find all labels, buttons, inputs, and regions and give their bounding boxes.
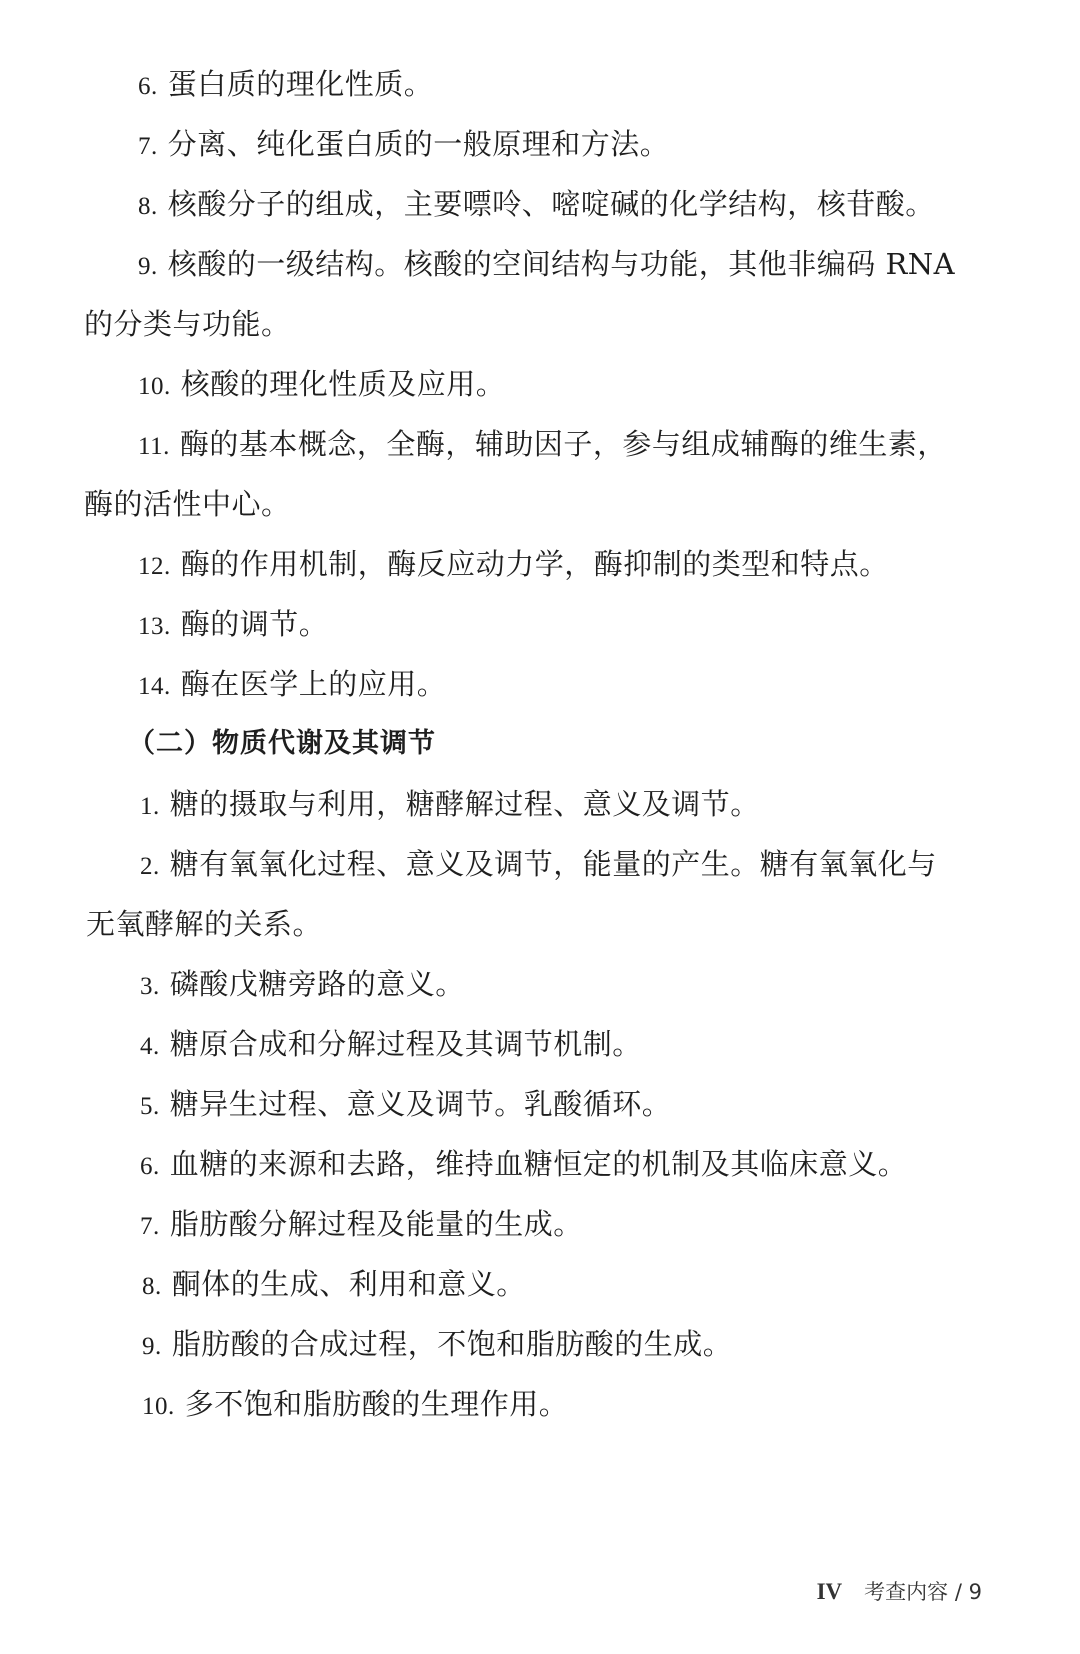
list-item bbox=[140, 964, 1030, 1007]
section-heading: （二）物质代谢及其调节 bbox=[128, 728, 436, 759]
item-number: 13. bbox=[138, 613, 171, 640]
item-number: 5. bbox=[140, 1093, 160, 1120]
item-text: 酶的作用机制，酶反应动力学，酶抑制的类型和特点。 bbox=[180, 547, 889, 581]
item-number: 9. bbox=[138, 253, 158, 280]
list-item bbox=[140, 784, 1030, 827]
item-text: 脂肪酸分解过程及能量的生成。 bbox=[169, 1207, 583, 1241]
item-number: 1. bbox=[140, 793, 160, 820]
list-item bbox=[140, 1024, 1030, 1067]
chapter-numeral: IV bbox=[816, 1579, 843, 1604]
list-item bbox=[138, 244, 1028, 287]
list-item bbox=[140, 844, 1030, 887]
list-item bbox=[138, 604, 1028, 647]
list-item bbox=[140, 1144, 1030, 1187]
page-number: 9 bbox=[968, 1580, 982, 1604]
item-number: 6. bbox=[140, 1153, 160, 1180]
list-item bbox=[138, 64, 1028, 107]
list-item-continuation: 酶的活性中心。 bbox=[84, 487, 291, 521]
list-item-continuation: 无氧酵解的关系。 bbox=[86, 907, 323, 941]
item-text: 酮体的生成、利用和意义。 bbox=[171, 1267, 526, 1301]
list-item bbox=[142, 1264, 1032, 1307]
item-text: 糖异生过程、意义及调节。乳酸循环。 bbox=[169, 1087, 672, 1121]
item-number: 7. bbox=[138, 133, 158, 160]
list-item bbox=[138, 424, 1028, 467]
list-item bbox=[138, 544, 1028, 587]
item-text: 磷酸戊糖旁路的意义。 bbox=[169, 967, 465, 1001]
list-item bbox=[142, 1324, 1032, 1367]
footer-section-label: 考查内容 bbox=[864, 1580, 949, 1604]
list-item bbox=[140, 1204, 1030, 1247]
item-text: 多不饱和脂肪酸的生理作用。 bbox=[184, 1387, 569, 1421]
item-text: 核酸的一级结构。核酸的空间结构与功能，其他非编码 RNA bbox=[167, 247, 956, 281]
list-item bbox=[138, 364, 1028, 407]
item-number: 10. bbox=[138, 373, 171, 400]
item-number: 4. bbox=[140, 1033, 160, 1060]
list-item bbox=[138, 664, 1028, 707]
item-text: 酶的基本概念，全酶，辅助因子，参与组成辅酶的维生素， bbox=[179, 427, 947, 461]
item-text: 血糖的来源和去路，维持血糖恒定的机制及其临床意义。 bbox=[169, 1147, 908, 1181]
item-text: 蛋白质的理化性质。 bbox=[167, 67, 434, 101]
item-number: 9. bbox=[142, 1333, 162, 1360]
item-text: 糖的摄取与利用，糖酵解过程、意义及调节。 bbox=[169, 787, 760, 821]
list-item bbox=[138, 184, 1028, 227]
item-text: 酶在医学上的应用。 bbox=[180, 667, 447, 701]
item-text: 糖有氧氧化过程、意义及调节，能量的产生。糖有氧氧化与 bbox=[169, 847, 937, 881]
item-number: 8. bbox=[142, 1273, 162, 1300]
item-number: 7. bbox=[140, 1213, 160, 1240]
item-text: 核酸分子的组成，主要嘌呤、嘧啶碱的化学结构，核苷酸。 bbox=[167, 187, 935, 221]
list-item bbox=[138, 124, 1028, 167]
item-number: 2. bbox=[140, 853, 160, 880]
list-item bbox=[142, 1384, 1032, 1427]
list-item bbox=[140, 1084, 1030, 1127]
item-number: 8. bbox=[138, 193, 158, 220]
list-item-continuation: 的分类与功能。 bbox=[84, 307, 291, 341]
item-number: 12. bbox=[138, 553, 171, 580]
page-footer bbox=[817, 1577, 982, 1607]
item-text: 脂肪酸的合成过程，不饱和脂肪酸的生成。 bbox=[171, 1327, 733, 1361]
item-number: 6. bbox=[138, 73, 158, 100]
item-number: 10. bbox=[142, 1393, 175, 1420]
item-text: 糖原合成和分解过程及其调节机制。 bbox=[169, 1027, 642, 1061]
item-number: 14. bbox=[138, 673, 171, 700]
footer-separator: / bbox=[954, 1580, 962, 1604]
item-number: 11. bbox=[138, 433, 170, 460]
item-text: 酶的调节。 bbox=[180, 607, 329, 641]
item-text: 核酸的理化性质及应用。 bbox=[180, 367, 506, 401]
item-text: 分离、纯化蛋白质的一般原理和方法。 bbox=[167, 127, 670, 161]
item-number: 3. bbox=[140, 973, 160, 1000]
